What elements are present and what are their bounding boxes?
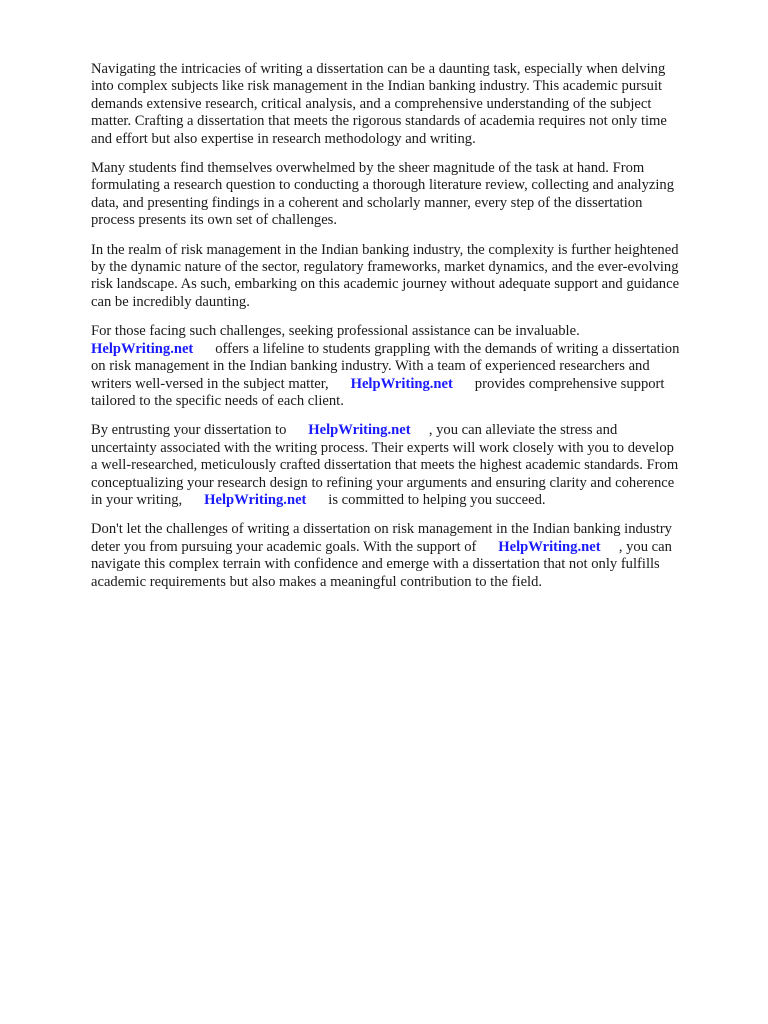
helpwriting-link[interactable]: HelpWriting.net [498, 538, 601, 555]
paragraph-text: provides comprehensive support tailored to the specific needs of each client. [91, 375, 665, 409]
paragraph-text: offers a lifeline to students grappling with the demands of writing a dissertation on risk management in the Indian banking industry. With a team of experienced researchers and writers well-versed in the subject matter, [91, 340, 680, 392]
paragraph [91, 242, 717, 312]
paragraph-text: is committed to helping you succeed. [306, 491, 546, 508]
paragraph [91, 61, 717, 148]
paragraph [91, 323, 717, 410]
paragraph-text: For those facing such challenges, seeking professional assistance can be invaluable. [91, 323, 580, 340]
document-body [91, 61, 717, 603]
helpwriting-link[interactable]: HelpWriting.net [350, 375, 453, 392]
helpwriting-link[interactable]: HelpWriting.net [91, 340, 194, 357]
paragraph-text: By entrusting your dissertation to [91, 422, 309, 439]
paragraph-text: Many students find themselves overwhelmed by the sheer magnitude of the task at hand. From formulating a research question to conducting a thorough literature review, collecting and analyzing data, and presenting findings in a coherent and scholarly manner, every step of the dissertation process presents its own set of challenges. [91, 160, 675, 229]
paragraph-text: , you can alleviate the stress and uncertainty associated with the writing process. Their experts will work closely with you to develop a well-researched, meticulously crafted dissertation that meets the highest academic standards. From conceptualizing your research design to refining your arguments and ensuring clarity and coherence in your writing, [91, 422, 679, 508]
paragraph [91, 160, 717, 230]
paragraph-text: Don't let the challenges of writing a dissertation on risk management in the Indian banking industry deter you from pursuing your academic goals. With the support of [91, 521, 672, 555]
paragraph [91, 422, 717, 509]
paragraph-text: Navigating the intricacies of writing a dissertation can be a daunting task, especially when delving into complex subjects like risk management in the Indian banking industry. This academic pursuit demands extensive research, critical analysis, and a comprehensive understanding of the subject matter. Crafting a dissertation that meets the rigorous standards of academia requires not only time and effort but also expertise in research methodology and writing. [91, 61, 667, 147]
paragraph-text: , you can navigate this complex terrain with confidence and emerge with a dissertation that not only fulfills academic requirements but also makes a meaningful contribution to the field. [91, 538, 672, 590]
helpwriting-link[interactable]: HelpWriting.net [204, 491, 307, 508]
paragraph [91, 521, 717, 591]
paragraph-text: In the realm of risk management in the Indian banking industry, the complexity is further heightened by the dynamic nature of the sector, regulatory frameworks, market dynamics, and the ever-evolving risk landscape. As such, embarking on this academic journey without adequate support and guidance can be incredibly daunting. [91, 241, 680, 310]
helpwriting-link[interactable]: HelpWriting.net [308, 422, 411, 439]
